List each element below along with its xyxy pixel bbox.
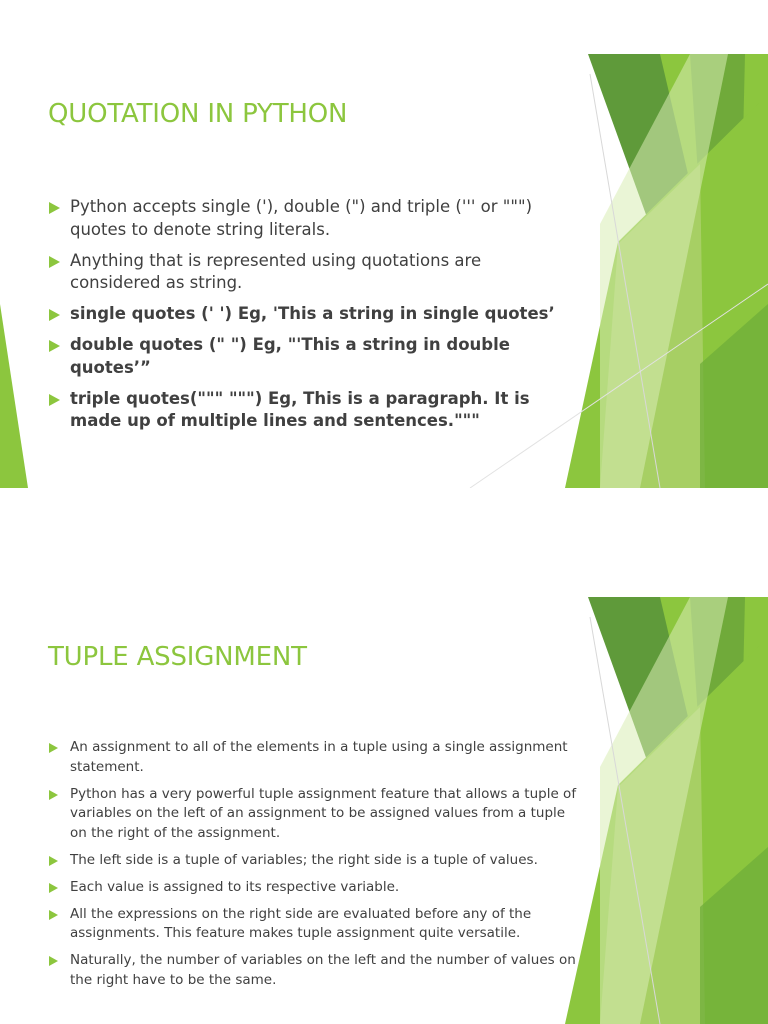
triangle-bullet-icon	[49, 202, 60, 214]
slide-gap	[0, 488, 768, 597]
list-item	[48, 334, 576, 379]
bullet-text: double quotes (" ") Eg, "'This a string in double quotes’”	[70, 335, 510, 377]
triangle-bullet-icon	[49, 910, 58, 920]
triangle-bullet-icon	[49, 340, 60, 352]
list-item	[48, 738, 578, 777]
bullet-text: Python accepts single ('), double (") and triple (''' or """) quotes to denote string literals.	[70, 197, 533, 239]
triangle-bullet-icon	[49, 883, 58, 893]
bullet-text: All the expressions on the right side are evaluated before any of the assignments. This feature makes tuple assignment quite versatile.	[70, 905, 532, 941]
bullet-text: An assignment to all of the elements in a tuple using a single assignment statement.	[70, 739, 568, 775]
triangle-bullet-icon	[49, 309, 60, 321]
triangle-bullet-icon	[49, 256, 60, 268]
list-item	[48, 905, 578, 944]
triangle-bullet-icon	[49, 856, 58, 866]
list-item	[48, 196, 576, 241]
list-item	[48, 303, 576, 326]
triangle-bullet-icon	[49, 790, 58, 800]
bullet-text: Python has a very powerful tuple assignment feature that allows a tuple of variables on the left of an assignment to be assigned values from a tuple on the right of the assignment.	[70, 785, 577, 841]
slide-tuple-assignment	[0, 597, 768, 1024]
triangle-bullet-icon	[49, 956, 58, 966]
list-item	[48, 878, 578, 898]
bullet-text: The left side is a tuple of variables; the right side is a tuple of values.	[70, 851, 538, 868]
bullet-text: Each value is assigned to its respective variable.	[70, 878, 400, 895]
triangle-bullet-icon	[49, 743, 58, 753]
bullet-list	[48, 738, 578, 998]
slide-quotation	[0, 54, 768, 488]
bullet-text: Naturally, the number of variables on the left and the number of values on the right have to be the same.	[70, 952, 576, 988]
list-item	[48, 785, 578, 844]
left-edge-sliver	[0, 304, 28, 488]
bullet-text: triple quotes(""" """) Eg, This is a paragraph. It is made up of multiple lines and sentences."""	[70, 388, 530, 430]
bullet-list	[48, 196, 576, 441]
bullet-text: single quotes (' ') Eg, 'This a string in single quotes’	[70, 304, 555, 323]
slide-title: TUPLE ASSIGNMENT	[48, 642, 307, 672]
list-item	[48, 388, 576, 433]
bullet-text: Anything that is represented using quotations are considered as string.	[70, 250, 482, 292]
list-item	[48, 951, 578, 990]
list-item	[48, 851, 578, 871]
list-item	[48, 250, 576, 295]
slide-title: QUOTATION IN PYTHON	[48, 99, 348, 129]
triangle-bullet-icon	[49, 394, 60, 406]
